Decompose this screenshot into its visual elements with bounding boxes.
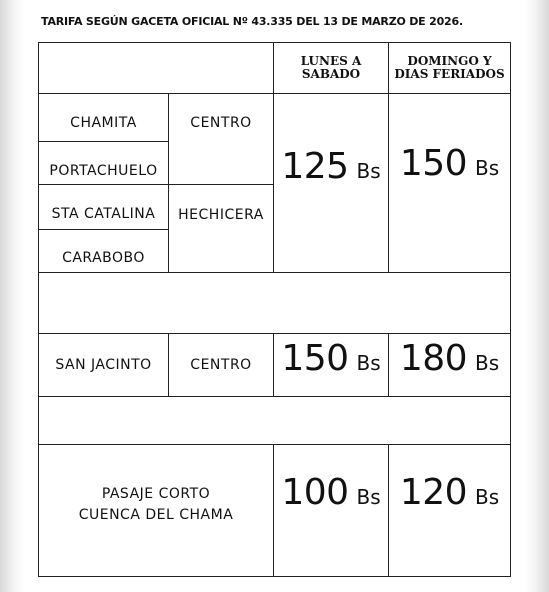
row-divider <box>38 396 510 397</box>
table-border-bottom <box>38 576 510 577</box>
place-sta-catalina: STA CATALINA <box>51 206 156 222</box>
price-unit: Bs <box>475 485 500 509</box>
price-unit: Bs <box>356 485 381 509</box>
row-divider <box>38 444 510 445</box>
price-unit: Bs <box>475 156 500 180</box>
row-divider <box>38 272 510 273</box>
price-value: 125 <box>281 146 349 187</box>
price-value: 100 <box>281 472 349 513</box>
place-hechicera: HECHICERA <box>178 207 264 223</box>
price-holiday-group3 <box>389 472 510 522</box>
route-line: CUENCA DEL CHAMA <box>78 507 234 523</box>
price-holiday-group1 <box>389 143 510 193</box>
price-value: 150 <box>281 338 349 379</box>
price-unit: Bs <box>356 351 381 375</box>
price-value: 120 <box>399 472 468 513</box>
place-centro: CENTRO <box>190 114 252 131</box>
route-description <box>39 480 273 530</box>
place-carabobo: CARABOBO <box>62 250 145 266</box>
price-weekday-group3 <box>274 472 388 522</box>
place-chamita: CHAMITA <box>70 114 137 131</box>
column-header-holiday <box>389 43 510 93</box>
column-header-holiday-line: DOMINGO Y <box>407 54 492 68</box>
place-san-jacinto: SAN JACINTO <box>55 357 152 373</box>
route-line: PASAJE CORTO <box>101 486 211 502</box>
price-unit: Bs <box>356 159 381 183</box>
price-weekday-group1 <box>274 146 388 196</box>
price-unit: Bs <box>475 351 500 375</box>
price-value: 180 <box>399 338 468 379</box>
table-border-right <box>510 42 511 577</box>
place-centro-2: CENTRO <box>190 357 252 373</box>
price-holiday-group2 <box>389 338 510 388</box>
price-weekday-group2 <box>274 338 388 388</box>
price-value: 150 <box>399 143 468 184</box>
column-header-weekday-line: SABADO <box>301 67 361 81</box>
column-header-weekday-line: LUNES A <box>300 54 362 68</box>
column-header-holiday-line: DIAS FERIADOS <box>394 67 505 81</box>
fare-header: TARIFA SEGÚN GACETA OFICIAL Nº 43.335 DEL 13 DE MARZO DE 2026. <box>41 15 463 28</box>
column-header-weekday <box>274 43 388 93</box>
place-portachuelo: PORTACHUELO <box>49 163 158 179</box>
row-divider <box>38 93 510 94</box>
